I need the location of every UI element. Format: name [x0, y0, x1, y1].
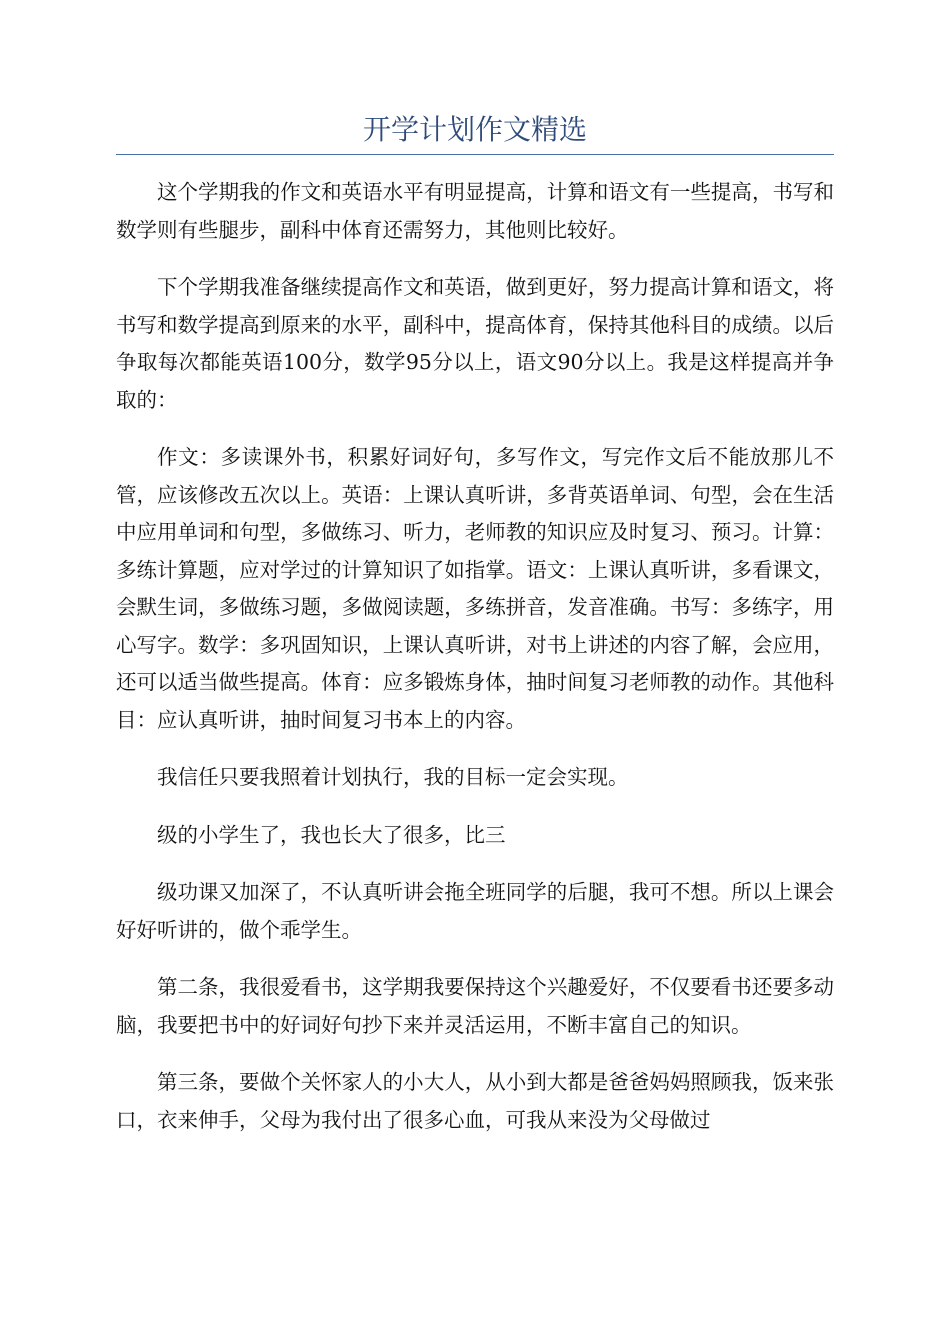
- document-title: 开学计划作文精选: [362, 113, 587, 146]
- paragraph-2: 下个学期我准备继续提高作文和英语，做到更好，努力提高计算和语文，将书写和数学提高到原来的水平，副科中，提高体育，保持其他科目的成绩。以后争取每次都能英语100分，数学95分以上，语文90分以上。我是这样提高并争取的：: [116, 275, 834, 412]
- paragraph-4: 我信任只要我照着计划执行，我的目标一定会实现。: [157, 765, 629, 789]
- paragraph-3: 作文：多读课外书，积累好词好句，多写作文，写完作文后不能放那儿不管，应该修改五次以上。英语：上课认真听讲，多背英语单词、句型，会在生活中应用单词和句型，多做练习、听力，老师教的知识应及时复习、预习。计算：多练计算题，应对学过的计算知识了如指掌。语文：上课认真听讲，多看课文，会默生词，多做练习题，多做阅读题，多练拼音，发音准确。书写：多练字，用心写字。数学：多巩固知识，上课认真听讲，对书上讲述的内容了解，会应用，还可以适当做些提高。体育：应多锻炼身体，抽时间复习老师教的动作。其他科目：应认真听讲，抽时间复习书本上的内容。: [116, 445, 834, 732]
- title-underline: [116, 154, 834, 155]
- paragraph-5: 级的小学生了，我也长大了很多，比三: [157, 822, 506, 847]
- paragraph-6: 级功课又加深了，不认真听讲会拖全班同学的后腿，我可不想。所以上课会好好听讲的，做个乖学生。: [116, 880, 834, 942]
- document-body: [116, 174, 834, 1159]
- paragraph-7: 第二条，我很爱看书，这学期我要保持这个兴趣爱好，不仅要看书还要多动脑，我要把书中的好词好句抄下来并灵活运用，不断丰富自己的知识。: [116, 975, 834, 1037]
- paragraph-8: 第三条，要做个关怀家人的小大人，从小到大都是爸爸妈妈照顾我，饭来张口，衣来伸手，父母为我付出了很多心血，可我从来没为父母做过: [116, 1070, 834, 1132]
- paragraph-1: 这个学期我的作文和英语水平有明显提高，计算和语文有一些提高，书写和数学则有些腿步，副科中体育还需努力，其他则比较好。: [116, 180, 834, 242]
